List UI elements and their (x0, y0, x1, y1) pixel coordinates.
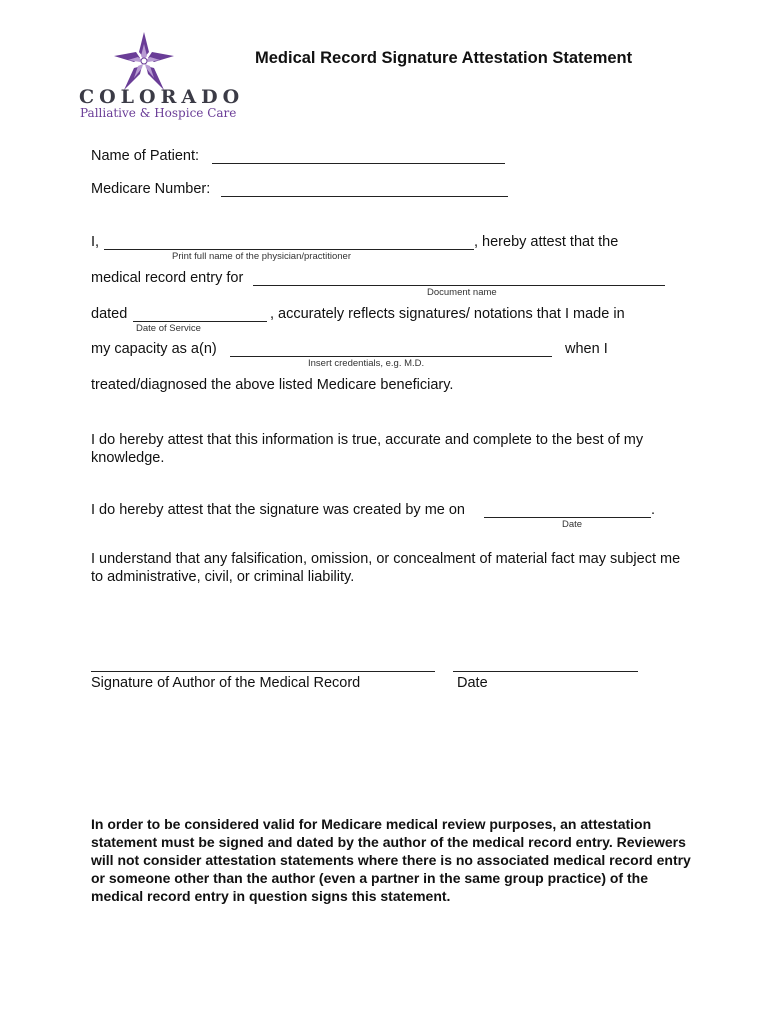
dated-text: , accurately reflects signatures/ notations that I made in (270, 306, 625, 322)
signature-date-label: Date (457, 675, 488, 691)
practitioner-name-field[interactable] (104, 249, 474, 250)
patient-label: Name of Patient: (91, 148, 199, 164)
capacity-label: my capacity as a(n) (91, 341, 217, 357)
signature-created-date-field[interactable] (484, 517, 651, 518)
columbine-flower-icon (112, 30, 176, 94)
medicare-number-field[interactable] (221, 196, 508, 197)
signature-label: Signature of Author of the Medical Record (91, 675, 361, 691)
credentials-caption: Insert credentials, e.g. M.D. (308, 358, 425, 369)
signature-created-period: . (651, 502, 656, 518)
logo-tagline: Palliative & Hospice Care (80, 106, 237, 120)
signature-date-field[interactable] (453, 671, 638, 672)
page-title: Medical Record Signature Attestation Statement (255, 49, 633, 67)
signature-field[interactable] (91, 671, 435, 672)
date-of-service-caption: Date of Service (136, 323, 201, 334)
i-label: I, (91, 234, 100, 250)
treated-text: treated/diagnosed the above listed Medicare beneficiary. (91, 377, 454, 393)
medicare-label: Medicare Number: (91, 181, 211, 197)
document-name-caption: Document name (427, 287, 497, 298)
patient-name-field[interactable] (212, 163, 505, 164)
validity-notice: In order to be considered valid for Medicare medical review purposes, an attestation statement must be signed and dated by the author of the medical record entry. Reviewers will not consider attestation statements where there is no associated medical record entry or someone other than the author (even a partner in the same group practice) of the medical record entry in question signs this statement. (91, 816, 691, 904)
when-text: when I (565, 341, 608, 357)
dated-label: dated (91, 306, 128, 322)
falsification-statement: I understand that any falsification, omission, or concealment of material fact may subject me to administrative, civil, or criminal liability. (91, 551, 681, 585)
signature-created-text: I do hereby attest that the signature was created by me on (91, 502, 465, 518)
signature-created-date-caption: Date (562, 519, 583, 530)
date-of-service-field[interactable] (133, 321, 267, 322)
logo-wordmark: COLORADO (79, 86, 245, 108)
entry-label: medical record entry for (91, 270, 244, 286)
document-name-field[interactable] (253, 285, 665, 286)
hereby-text: , hereby attest that the (474, 234, 619, 250)
statement-true: I do hereby attest that this information is true, accurate and complete to the best of my knowledge. (91, 432, 644, 466)
credentials-field[interactable] (230, 356, 552, 357)
practitioner-name-caption: Print full name of the physician/practitioner (172, 251, 352, 262)
